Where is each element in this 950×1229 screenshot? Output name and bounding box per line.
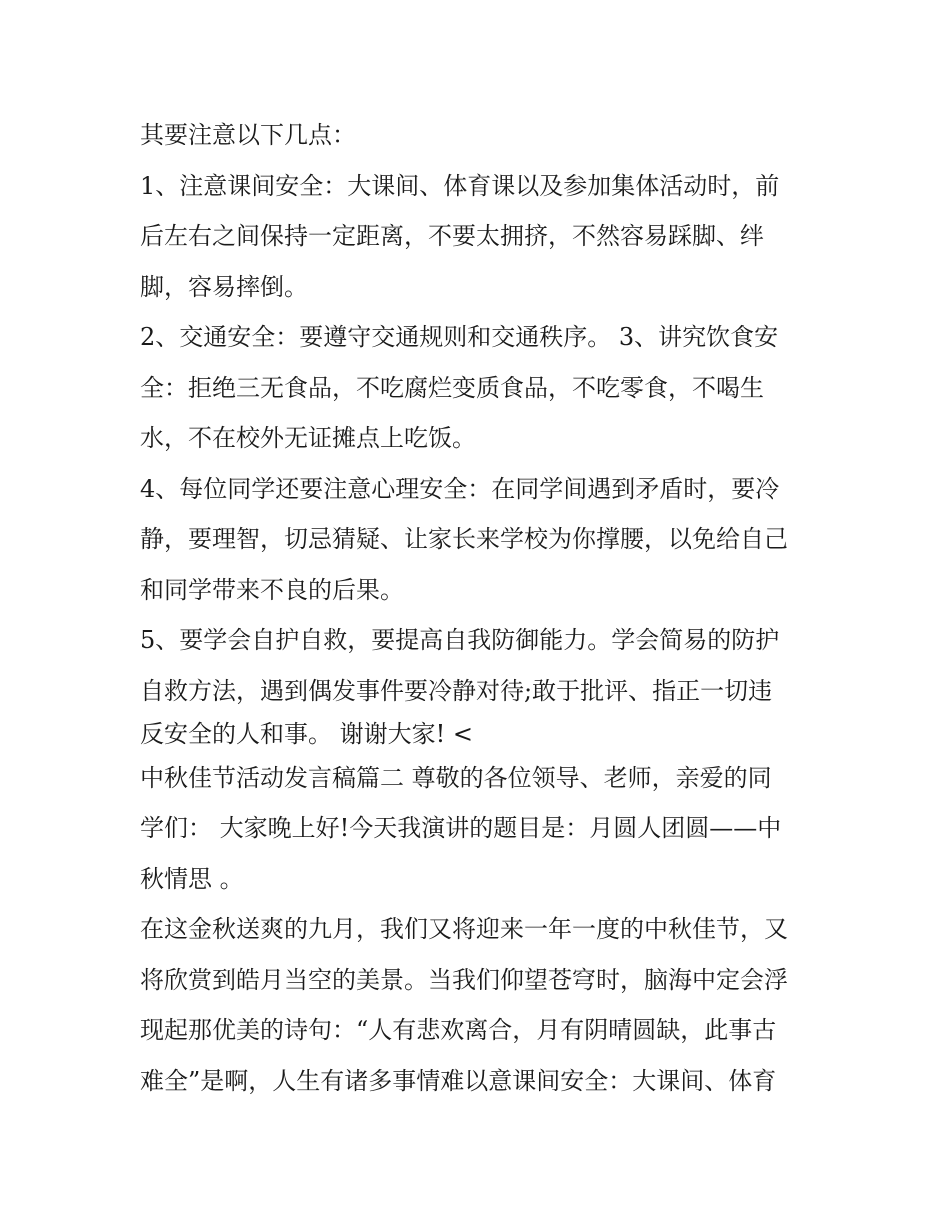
- text-line: 5、要学会自护自救，要提高自我防御能力。学会简易的防护: [140, 626, 780, 654]
- text-line: 反安全的人和事。 谢谢大家! <: [140, 720, 474, 748]
- text-line: 将欣赏到皓月当空的美景。当我们仰望苍穹时，脑海中定会浮: [140, 965, 788, 994]
- text-line: 其要注意以下几点：: [140, 121, 356, 149]
- text-line: 后左右之间保持一定距离，不要太拥挤，不然容易踩脚、绊: [140, 222, 764, 250]
- text-line: 中秋佳节活动发言稿篇二 尊敬的各位领导、老师，亲爱的同: [140, 763, 772, 792]
- text-line: 秋情思 。: [140, 864, 244, 893]
- text-line: 脚，容易摔倒。: [140, 272, 308, 301]
- text-line: 水，不在校外无证摊点上吃饭。: [140, 424, 476, 452]
- text-line: 2、交通安全：要遵守交通规则和交通秩序。 3、讲究饮食安: [140, 323, 779, 351]
- text-line: 学们： 大家晚上好!今天我演讲的题目是：月圆人团圆——中: [140, 814, 782, 842]
- text-line: 在这金秋送爽的九月，我们又将迎来一年一度的中秋佳节，又: [140, 915, 788, 943]
- text-line: 4、每位同学还要注意心理安全：在同学间遇到矛盾时，要冷: [140, 474, 780, 503]
- text-line: 自救方法，遇到偶发事件要冷静对待;敢于批评、指正一切违: [140, 676, 773, 705]
- text-line: 现起那优美的诗句：“人有悲欢离合，月有阴晴圆缺，此事古: [140, 1016, 777, 1044]
- document-body: [140, 110, 830, 1106]
- text-line: 1、注意课间安全：大课间、体育课以及参加集体活动时，前: [140, 171, 780, 200]
- text-line: 静，要理智，切忌猜疑、让家长来学校为你撑腰，以免给自己: [140, 525, 788, 553]
- text-line: 难全”是啊，人生有诸多事情难以意课间安全：大课间、体育: [140, 1066, 777, 1095]
- text-line: 全：拒绝三无食品，不吃腐烂变质食品，不吃零食，不喝生: [140, 373, 764, 402]
- text-line: 和同学带来不良的后果。: [140, 575, 404, 604]
